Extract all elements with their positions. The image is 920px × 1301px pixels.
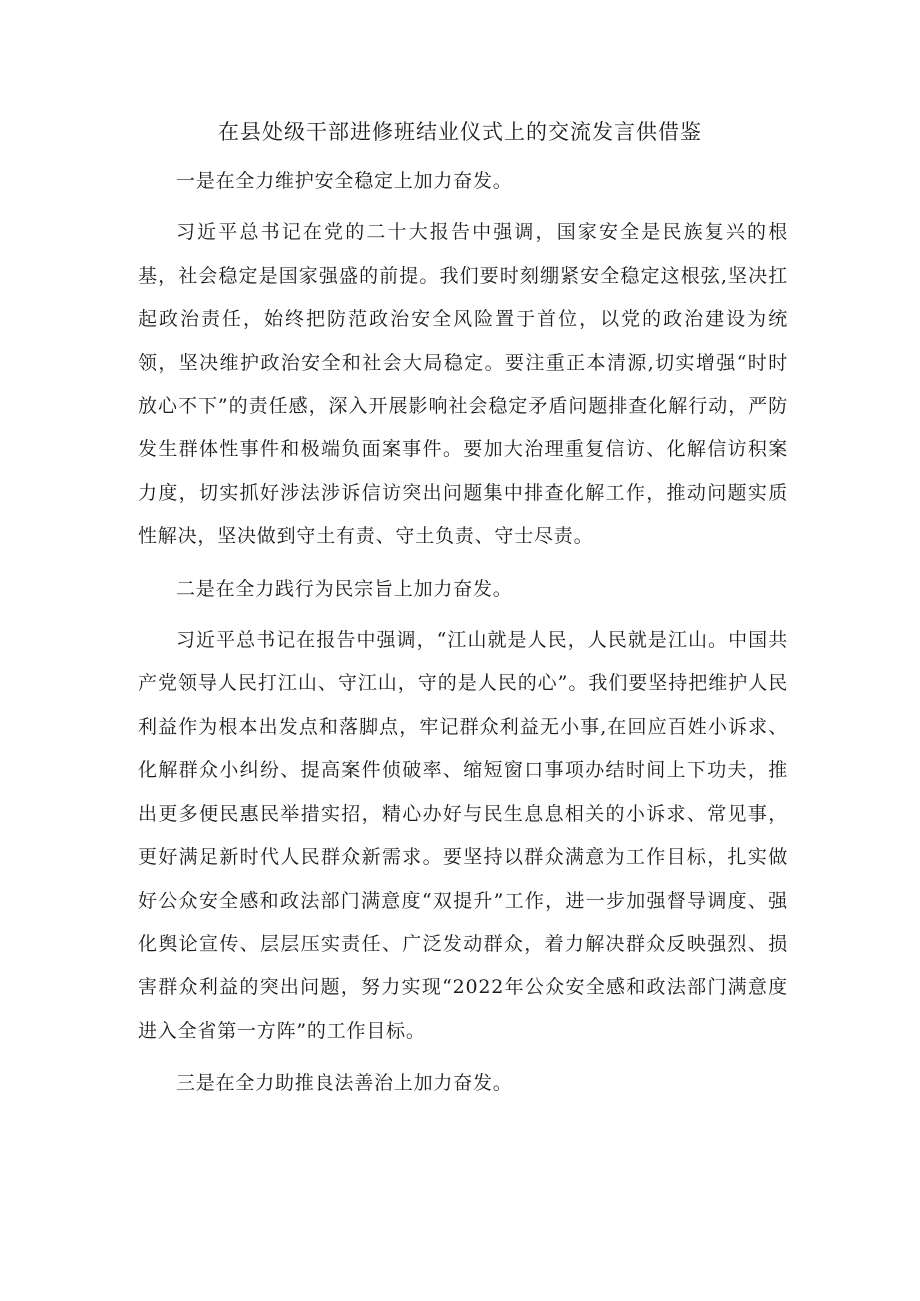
section-heading-3: 三是在全力助推良法善治上加力奋发。: [176, 1072, 513, 1095]
section-body-1: 习近平总书记在党的二十大报告中强调，国家安全是民族复兴的根基，社会稳定是国家强盛的前提。我们要时刻绷紧安全稳定这根弦,坚决扛起政治责任，始终把防范政治安全风险置于首位，以党的政治建设为统领，坚决维护政治安全和社会大局稳定。要注重正本清源,切实增强“时时放心不下”的责任感，深入开展影响社会稳定矛盾问题排查化解行动，严防发生群体性事件和极端负面案事件。要加大治理重复信访、化解信访积案力度，切实抓好涉法涉诉信访突出问题集中排查化解工作，推动问题实质性解决，坚决做到守土有责、守土负责、守士尽责。: [138, 221, 788, 548]
section-body-2: 习近平总书记在报告中强调，“江山就是人民，人民就是江山。中国共产党领导人民打江山、守江山，守的是人民的心”。我们要坚持把维护人民利益作为根本出发点和落脚点，牢记群众利益无小事,在回应百姓小诉求、化解群众小纠纷、提高案件侦破率、缩短窗口事项办结时间上下功夫，推出更多便民惠民举措实招，精心办好与民生息息相关的小诉求、常见事，更好满足新时代人民群众新需求。要坚持以群众满意为工作目标，扎实做好公众安全感和政法部门满意度“双提升”工作，进一步加强督导调度、强化舆论宣传、层层压实责任、广泛发动群众，着力解决群众反映强烈、损害群众利益的突出问题，努力实现“2022年公众安全感和政法部门满意度进入全省第一方阵”的工作目标。: [138, 629, 788, 1042]
section-heading-1: 一是在全力维护安全稳定上加力奋发。: [176, 170, 513, 192]
section-heading-2: 二是在全力践行为民宗旨上加力奋发。: [176, 577, 513, 600]
document-body: [138, 160, 788, 1106]
document-title: 在县处级干部进修班结业仪式上的交流发言供借鉴: [218, 120, 702, 144]
